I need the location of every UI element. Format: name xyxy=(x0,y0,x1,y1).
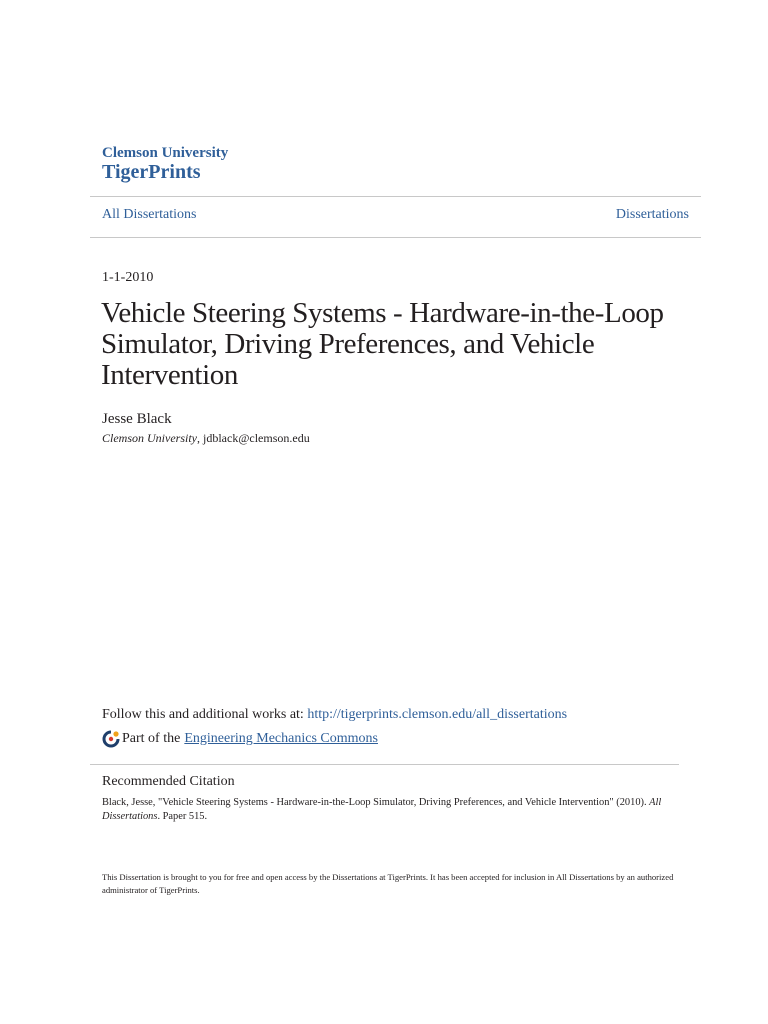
recommended-citation-heading: Recommended Citation xyxy=(102,774,235,789)
dissertations-link[interactable]: Dissertations xyxy=(615,207,689,222)
institution-name: Clemson University xyxy=(102,145,229,161)
author-email: , jdblack@clemson.edu xyxy=(197,431,310,445)
author-name: Jesse Black xyxy=(102,411,172,427)
bepress-network-icon xyxy=(102,730,120,748)
citation-main: Black, Jesse, "Vehicle Steering Systems - Hardware-in-the-Loop Simulator, Driving Preferences, and Vehicle Intervention" (2010). xyxy=(102,797,650,808)
citation-text xyxy=(102,796,672,824)
citation-series: All Dissertations xyxy=(102,797,662,822)
repository-name: TigerPrints xyxy=(102,161,201,183)
publication-date: 1-1-2010 xyxy=(102,270,154,285)
engineering-mechanics-commons-link[interactable]: Engineering Mechanics Commons xyxy=(184,731,378,746)
follow-url-link[interactable]: http://tigerprints.clemson.edu/all_dissertations xyxy=(307,707,568,722)
access-notice: This Dissertation is brought to you for free and open access by the Dissertations at TigerPrints. It has been accepted for inclusion in All Dissertations by an authorized administrator of TigerPrints. xyxy=(102,872,674,895)
follow-label: Follow this and additional works at: xyxy=(102,707,308,722)
author-affiliation xyxy=(102,431,310,446)
all-dissertations-link[interactable]: All Dissertations xyxy=(102,207,197,222)
part-of-line xyxy=(102,730,378,748)
follow-line xyxy=(102,707,567,723)
part-of-label: Part of the xyxy=(122,731,181,746)
citation-paper: . Paper 515. xyxy=(157,811,208,822)
nav-divider xyxy=(90,237,701,238)
top-divider xyxy=(90,196,701,197)
affiliation-institution: Clemson University xyxy=(102,431,197,445)
document-title: Vehicle Steering Systems - Hardware-in-the-Loop Simulator, Driving Preferences, and Vehicle Intervention xyxy=(101,297,664,391)
citation-divider xyxy=(90,764,679,765)
